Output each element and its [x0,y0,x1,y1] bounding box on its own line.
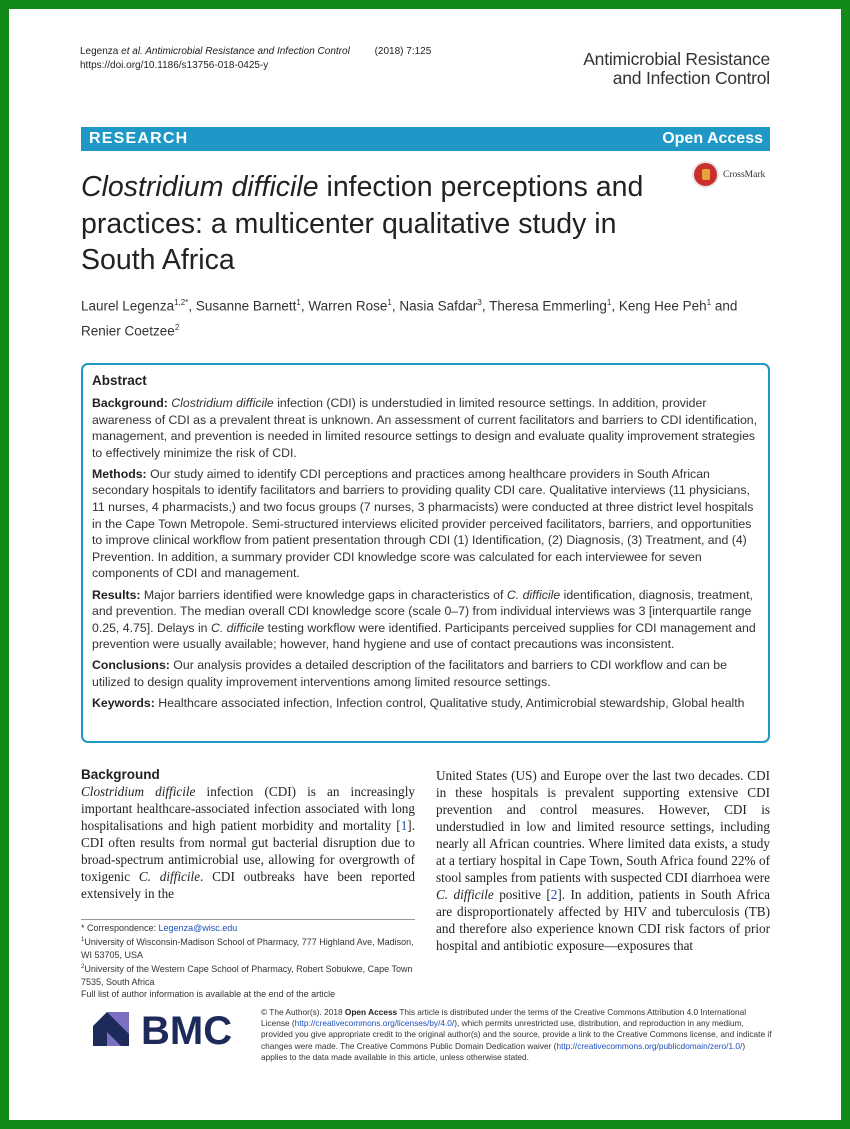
body-text: . CDI outbreaks have been reported extensively in the [81,869,415,902]
author-name: , Susanne Barnett [188,298,297,314]
license-text: ) applies to the data made available in this article, unless otherwise stated. [261,1040,746,1062]
organism-name: Clostridium difficile [171,396,274,410]
citation-link[interactable]: 2 [550,887,558,903]
organism-name: C. difficile [506,587,561,602]
section-text: testing workflow were identified. Participants perceived supplies for CDI management and prevention were usually available; however, hand hygiene and use of contact precautions was inconsistent. [92,620,756,652]
body-column-right [436,767,770,955]
section-text: identification, diagnosis, treatment, and prevention. The median overall CDI knowledge score (scale 0–7) from individual interviews was 3 [interquartile range 0.25, 4.75]. Delays in [92,587,753,635]
section-label: Keywords: [92,696,155,711]
organism-name: C. difficile [210,620,265,635]
citation-line [80,45,431,59]
organism-name: Clostridium difficile [81,784,196,799]
organism-name: C. difficile [138,869,201,885]
bmc-logo [93,1004,253,1054]
affiliation-text: University of the Western Cape School of Pharmacy, Robert Sobukwe, Cape Town 7535, South Africa [81,964,413,987]
author-affiliation: 1 [606,298,612,307]
header-author: Legenza [80,46,122,57]
body-text: ]. In addition, patients in South Africa are disproportionately affected by HIV and tuberculosis (TB) and therefore also experience known CDI risk factors of prior hospital and antibiotic exposure—exposures that [436,887,770,954]
journal-line-1: Antimicrobial Resistance [583,49,770,69]
waiver-link[interactable]: http://creativecommons.org/publicdomain/zero/1.0/ [556,1040,743,1051]
correspondence [81,922,421,934]
author-name: and Renier Coetzee [81,298,738,338]
affiliation-number: 2 [81,964,85,971]
bmc-logo-icon [93,1004,253,1054]
crossmark-label: CrossMark [723,170,766,180]
author-name: Laurel Legenza [81,298,175,314]
body-column-left [81,766,415,902]
footnote-divider [81,919,415,920]
abstract-keywords [92,695,763,712]
section-text: infection (CDI) is understudied in limited resource settings. In addition, provider awareness of CDI as a prevalent threat is unknown. An assessment of current facilitators and barriers to CDI identification, management, and prevention is needed in limited resource settings to design and evaluate quality improvement strategies to effectively minimize the risk of CDI. [92,396,758,460]
abstract-heading: Abstract [92,373,147,388]
section-text: Major barriers identified were knowledge gaps in characteristics of [140,587,507,602]
section-text: Healthcare associated infection, Infection control, Qualitative study, Antimicrobial stewardship, Global health [154,696,745,711]
affiliation-1 [81,934,421,961]
author-affiliation: 1,2* [174,298,189,307]
footnotes [81,922,421,1000]
license-text: © The Author(s). 2018 [261,1007,345,1017]
abstract-background [92,395,763,461]
section-label: Conclusions: [92,658,170,673]
doi-link[interactable]: https://doi.org/10.1186/s13756-018-0425-y [80,60,269,71]
abstract-conclusions [92,657,763,690]
section-text: Our study aimed to identify CDI perceptions and practices among healthcare providers in South African secondary hospitals to identify facilitators and barriers to providing quality CDI care. Qualitative interviews (11 physicians, 11 nurses, 4 pharmacists,) and two focus groups (7 nurses, 3 pharmacists) were conducted at three district level hospitals in the Cape Town Metropole. Semi-structured interviews elicited provider perceived facilitators, barriers, and opportunities to improve clinical workflow from patient presentation through CDI (1) Identification, (2) Diagnosis, (3) Treatment, and (4) Prevention. In addition, a summary provider CDI knowledge score was calculated for each interviewee for seven components of CDI and management. [92,466,754,581]
bmc-logo-text: BMC [141,1009,233,1053]
full-author-info-note: Full list of author information is available at the end of the article [81,989,336,1000]
article-type-label: RESEARCH [89,130,189,147]
paper-page [9,9,841,1120]
crossmark-button[interactable] [692,161,782,191]
section-label: Background: [92,396,168,410]
abstract-methods [92,466,763,582]
license-text: ), which permits unrestricted use, distribution, and reproduction in any medium, provided you give appropriate credit to the original author(s) and the source, provide a link to the Creative Commons license, and indicate if changes were made. The Creative Commons Public Domain Dedication waiver ( [261,1018,772,1051]
header-journal: et al. Antimicrobial Resistance and Infection Control [121,46,350,57]
running-header [80,45,431,73]
affiliation-number: 1 [81,937,85,944]
section-label: Methods: [92,466,147,481]
organism-name: C. difficile [436,887,494,903]
body-text: positive [ [493,887,551,903]
body-text: infection (CDI) is an increasingly important healthcare-associated infection associated with long hospitalisations and high patient morbidity and mortality [ [81,784,416,834]
header-volume: (2018) 7:125 [374,46,432,57]
abstract-box [81,363,770,743]
author-name: , Theresa Emmerling [481,298,607,314]
author-affiliation: 1 [387,298,392,307]
citation-link[interactable]: 1 [400,818,408,834]
section-label: Results: [92,587,141,602]
author-name: , Nasia Safdar [391,298,478,314]
open-access-label: Open Access [344,1007,398,1017]
email-link[interactable]: Legenza@wisc.edu [158,923,238,933]
abstract-body [92,395,763,716]
body-text: ]. CDI often results from normal gut bacterial disruption due to broad-spectrum antimicrobial use, allowing for overgrowth of toxigenic [81,818,415,885]
title-organism: Clostridium difficile [81,171,319,203]
author-affiliation: 1 [296,298,301,307]
journal-line-2: and Infection Control [612,68,770,88]
license-statement [261,1007,773,1063]
license-text: This article is distributed under the terms of the Creative Commons Attribution 4.0 International License ( [261,1007,747,1029]
crossmark-icon [692,161,719,188]
abstract-results [92,587,763,653]
author-affiliation: 2 [174,322,180,332]
correspondence-label: * Correspondence: [81,923,159,933]
license-link[interactable]: http://creativecommons.org/licenses/by/4.0/ [294,1018,455,1029]
section-heading: Background [81,767,160,782]
article-type-banner [81,127,770,151]
open-access-label: Open Access [662,130,763,147]
article-title [81,169,681,279]
author-name: , Keng Hee Peh [611,298,707,314]
journal-name [583,50,770,88]
title-rest: infection perceptions and practices: a multicenter qualitative study in South Africa [81,171,644,276]
affiliation-2 [81,961,421,988]
author-name: , Warren Rose [300,298,388,314]
author-affiliation: 1 [706,298,712,307]
author-list [81,292,771,341]
affiliation-text: University of Wisconsin-Madison School of Pharmacy, 777 Highland Ave, Madison, WI 53705, USA [81,937,414,960]
body-text: United States (US) and Europe over the last two decades. CDI in these hospitals is prevalent supporting extensive CDI prevention and control measures. However, CDI is understudied in low and limited resource settings, including nearly all African countries. Where limited data exists, a study at a tertiary hospital in Cape Town, South Africa found 22% of stool samples from patients with suspected CDI diarrhoea were [436,768,770,886]
author-affiliation: 3 [477,298,482,307]
section-text: Our analysis provides a detailed description of the facilitators and barriers to CDI workflow and can be utilized to design quality improvement interventions among limited resource settings. [92,658,727,689]
